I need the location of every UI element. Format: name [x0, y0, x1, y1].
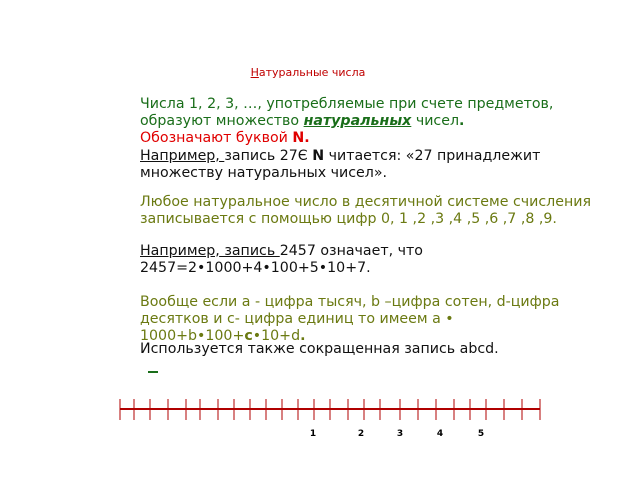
number-line-label: 5: [477, 429, 485, 439]
paragraph-general-form: [102, 294, 600, 345]
paragraph-digits: [102, 194, 600, 228]
number-line-label: 2: [357, 429, 365, 439]
p5-lead: Например,: [140, 243, 220, 259]
p7-text: Используется также сокращенная запись abcd.: [140, 341, 499, 357]
dash-mark: [148, 371, 158, 373]
number-line-label: 1: [309, 429, 317, 439]
p1-text: Числа 1, 2, 3, …, употребляемые при счете предметов, образуют множество: [140, 96, 554, 129]
p2-text: Обозначают буквой: [140, 130, 293, 146]
title-first-letter: Н: [250, 66, 259, 79]
paragraph-notation: [102, 130, 600, 147]
p3-text2: читается: «27 принадлежит множеству натуральных чисел».: [140, 148, 541, 181]
number-line: [0, 390, 640, 450]
paragraph-natural-numbers-definition: [102, 96, 600, 130]
number-line-label: 3: [396, 429, 404, 439]
p4-text: Любое натуральное число в десятичной системе счисления записывается с помощью цифр 0, 1 ,2 ,3 ,4 ,5 ,6 ,7 ,8 ,9.: [140, 194, 591, 227]
paragraph-example-membership: [102, 148, 600, 182]
p6-end: .: [300, 328, 306, 344]
p6-text1: Вообще если а - цифра тысяч, b –цифра сотен, d-цифра десятков и с- цифра единиц то имеем а • 1000+b•100+: [140, 294, 560, 344]
p1-emphasis: натуральных: [303, 113, 412, 129]
p1-end: .: [459, 113, 465, 129]
paragraph-example-2457: [102, 243, 600, 277]
p1-tail: чисел: [411, 113, 460, 129]
p3-text1: запись 27Є: [224, 148, 313, 164]
p2-letter: N.: [292, 130, 310, 146]
p3-lead: Например,: [140, 148, 225, 164]
p6-text2: •10+d: [252, 328, 301, 344]
p5-text1: запись: [219, 243, 280, 259]
p6-c: c: [244, 328, 253, 344]
paragraph-abbreviated-notation: [102, 341, 600, 358]
slide-title: [0, 66, 616, 79]
p3-letter: N: [312, 148, 325, 164]
title-rest: атуральные числа: [258, 66, 366, 79]
p5-text2: 2457 означает, что 2457=2•1000+4•100+5•10+7.: [140, 243, 423, 276]
number-line-label: 4: [436, 429, 444, 439]
